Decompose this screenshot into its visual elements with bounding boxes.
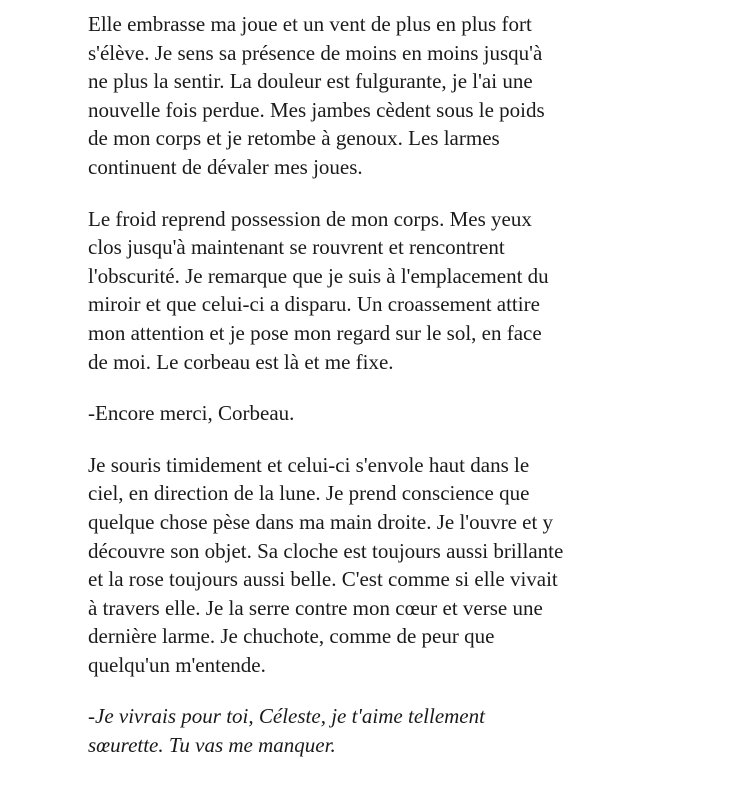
text-line: de moi. Le corbeau est là et me fixe.	[88, 349, 394, 374]
text-line: ciel, en direction de la lune. Je prend conscience que	[88, 481, 530, 506]
text-line: dernière larme. Je chuchote, comme de peur que	[88, 624, 495, 649]
text-line: quelqu'un m'entende.	[88, 652, 266, 677]
text-line: l'obscurité. Je remarque que je suis à l'emplacement du	[88, 263, 549, 288]
text-line: -Je vivrais pour toi, Céleste, je t'aime tellement	[88, 704, 485, 729]
paragraph-whisper-italic	[88, 702, 738, 759]
text-line: à travers elle. Je la serre contre mon cœur et verse une	[88, 595, 543, 620]
text-line: clos jusqu'à maintenant se rouvrent et rencontrent	[88, 235, 505, 260]
text-line: nouvelle fois perdue. Mes jambes cèdent sous le poids	[88, 97, 545, 122]
text-line: quelque chose pèse dans ma main droite. Je l'ouvre et y	[88, 509, 554, 534]
text-line: mon attention et je pose mon regard sur le sol, en face	[88, 320, 542, 345]
paragraph-crow-flies	[88, 451, 738, 680]
text-line: continuent de dévaler mes joues.	[88, 154, 363, 179]
text-line: ne plus la sentir. La douleur est fulgurante, je l'ai une	[88, 69, 533, 94]
text-line: Je souris timidement et celui-ci s'envole haut dans le	[88, 452, 530, 477]
text-line: de mon corps et je retombe à genoux. Les larmes	[88, 126, 500, 151]
text-line: Elle embrasse ma joue et un vent de plus en plus fort	[88, 12, 532, 36]
paragraph-kiss	[88, 10, 738, 182]
document-body	[88, 10, 738, 783]
text-line: sœurette. Tu vas me manquer.	[88, 733, 336, 758]
paragraph-cold	[88, 205, 738, 377]
text-line: découvre son objet. Sa cloche est toujours aussi brillante	[88, 538, 564, 563]
text-line: -Encore merci, Corbeau.	[88, 401, 295, 426]
text-line: s'élève. Je sens sa présence de moins en moins jusqu'à	[88, 40, 543, 65]
text-line: Le froid reprend possession de mon corps. Mes yeux	[88, 206, 532, 231]
text-line: et la rose toujours aussi belle. C'est comme si elle vivait	[88, 567, 558, 592]
text-line: miroir et que celui-ci a disparu. Un croassement attire	[88, 292, 540, 317]
paragraph-dialogue-thanks	[88, 399, 738, 428]
